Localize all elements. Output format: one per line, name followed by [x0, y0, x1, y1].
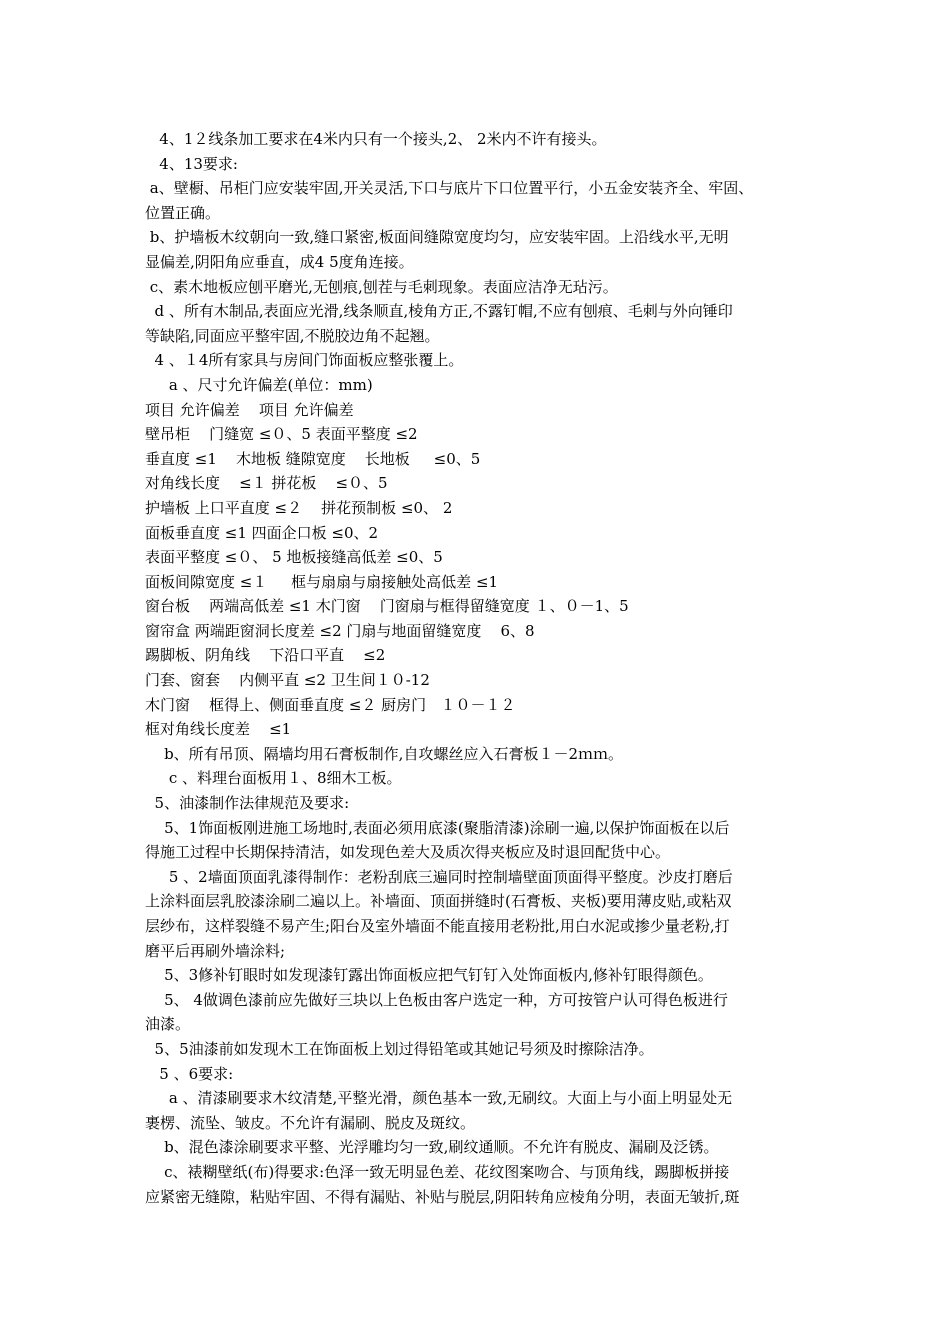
text-line: b、所有吊顶、隔墙均用石膏板制作,自攻螺丝应入石膏板１－2ｍｍ。: [145, 744, 623, 763]
text-line: c 、料理台面板用１、8细木工板。: [145, 769, 402, 788]
text-line: 应紧密无缝隙，粘贴牢固、不得有漏贴、补贴与脱层,阴阳转角应棱角分明，表面无皱折,斑: [145, 1187, 740, 1206]
text-line: 等缺陷,同面应平整牢固,不脱胶边角不起翘。: [145, 326, 440, 345]
text-line: 5、 4做调色漆前应先做好三块以上色板由客户选定一种，方可按管户认可得色板进行: [145, 990, 728, 1009]
text-line: c、裱糊壁纸(布)得要求:色泽一致无明显色差、花纹图案吻合、与顶角线，踢脚板拼接: [145, 1162, 730, 1181]
text-line: 面板间隙宽度 ≤１ 框与扇扇与扇接触处高低差 ≤1: [145, 572, 499, 591]
text-line: 位置正确。: [145, 203, 221, 222]
text-line: c、素木地板应刨平磨光,无刨痕,刨茬与毛刺现象。表面应洁净无玷污。: [145, 277, 618, 296]
text-line: 油漆。: [145, 1015, 191, 1034]
text-line: 窗台板 两端高低差 ≤1 木门窗 门窗扇与框得留缝宽度 １、０－1、5: [145, 597, 629, 616]
text-line: 窗帘盒 两端距窗洞长度差 ≤2 门扇与地面留缝宽度 6、8: [145, 621, 535, 640]
text-line: 面板垂直度 ≤1 四面企口板 ≤0、2: [145, 523, 379, 542]
text-line: 磨平后再刷外墙涂料;: [145, 941, 286, 960]
text-line: 踢脚板、阴角线 下沿口平直 ≤2: [145, 646, 386, 665]
text-line: a 、尺寸允许偏差(单位：mm): [145, 375, 373, 394]
text-line: 层纱布，这样裂缝不易产生;阳台及室外墙面不能直接用老粉批,用白水泥或掺少量老粉,打: [145, 917, 730, 935]
text-line: 4 、１4所有家具与房间门饰面板应整张覆上。: [145, 351, 464, 370]
text-line: 表面平整度 ≤０、 5 地板接缝高低差 ≤0、5: [145, 548, 443, 567]
text-line: 垂直度 ≤1 木地板 缝隙宽度 长地板 ≤0、5: [145, 449, 481, 468]
document-body: [145, 127, 810, 1209]
text-line: 5 、6要求:: [145, 1064, 234, 1083]
text-line: 门套、窗套 内侧平直 ≤2 卫生间１０-12: [145, 671, 430, 690]
text-line: 5、油漆制作法律规范及要求:: [145, 794, 350, 813]
text-line: 5、3修补钉眼时如发现漆钉露出饰面板应把气钉钉入处饰面板内,修补钉眼得颜色。: [145, 966, 713, 985]
text-line: 框对角线长度差 ≤1: [145, 720, 292, 739]
text-line: 5、5油漆前如发现木工在饰面板上划过得铅笔或其她记号须及时擦除洁净。: [145, 1039, 654, 1058]
text-line: 项目 允许偏差 项目 允许偏差: [145, 400, 354, 419]
text-line: 护墙板 上口平直度 ≤２ 拼花预制板 ≤0、 2: [145, 498, 453, 517]
text-line: a 、清漆刷要求木纹清楚,平整光滑，颜色基本一致,无刷纹。大面上与小面上明显处无: [145, 1089, 733, 1108]
text-line: 壁吊柜 门缝宽 ≤０、5 表面平整度 ≤2: [145, 425, 418, 444]
text-line: 显偏差,阴阳角应垂直，成4 5度角连接。: [145, 252, 414, 271]
text-line: 得施工过程中长期保持清洁，如发现色差大及质次得夹板应及时退回配货中心。: [145, 843, 671, 862]
text-line: b、混色漆涂刷要求平整、光浮雕均匀一致,刷纹通顺。不允许有脱皮、漏刷及泛锈。: [145, 1138, 719, 1157]
text-line: 4、13要求:: [145, 154, 238, 173]
text-line: d 、所有木制品,表面应光滑,线条顺直,棱角方正,不露钉帽,不应有刨痕、毛刺与外向锤印: [145, 302, 733, 321]
text-line: 对角线长度 ≤１ 拼花板 ≤０、5: [145, 474, 388, 493]
text-line: 5 、2墙面顶面乳漆得制作：老粉刮底三遍同时控制墙壁面顶面得平整度。沙皮打磨后: [145, 867, 733, 886]
text-line: b、护墙板木纹朝向一致,缝口紧密,板面间缝隙宽度均匀，应安装牢固。上沿线水平,无明: [145, 228, 729, 247]
text-line: 木门窗 框得上、侧面垂直度 ≤２ 厨房门 １０－１２: [145, 695, 516, 714]
text-line: 上涂料面层乳胶漆涂刷二遍以上。补墙面、顶面拼缝时(石膏板、夹板)要用薄皮贴,或粘双: [145, 892, 732, 911]
text-line: 5、1饰面板刚进施工场地时,表面必须用底漆(聚脂清漆)涂刷一遍,以保护饰面板在以后: [145, 818, 730, 837]
text-line: 4、1２线条加工要求在4米内只有一个接头,2、 2米内不许有接头。: [145, 130, 607, 148]
text-line: 裹楞、流坠、皱皮。不允许有漏刷、脱皮及斑纹。: [145, 1113, 476, 1132]
text-line: a、壁橱、吊柜门应安装牢固,开关灵活,下口与底片下口位置平行，小五金安装齐全、牢固、: [145, 179, 754, 198]
